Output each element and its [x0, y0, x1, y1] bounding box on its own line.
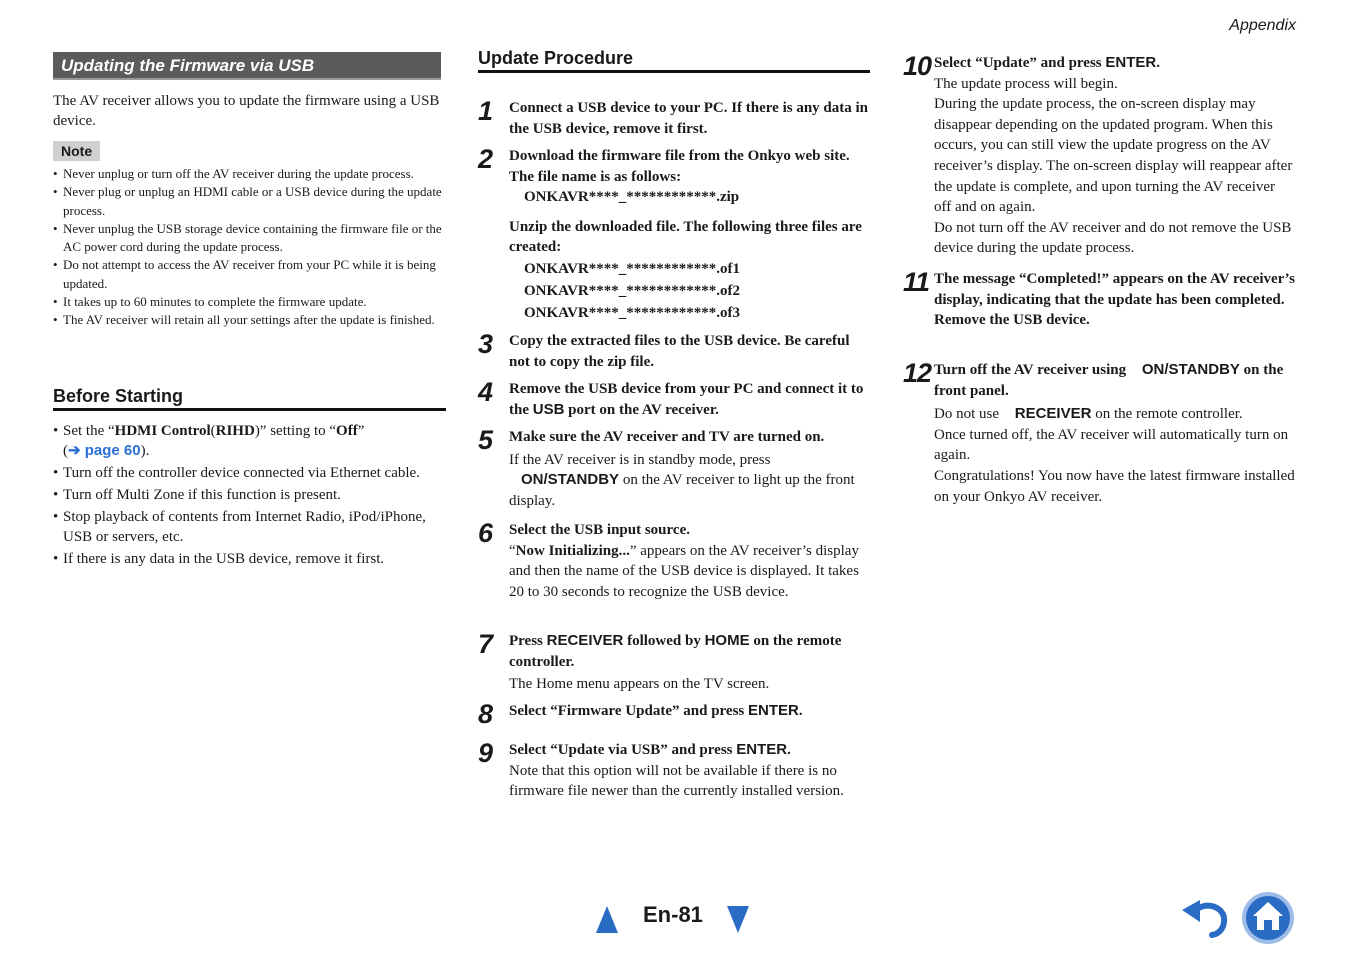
step-text — [509, 450, 870, 512]
step-title — [509, 631, 870, 672]
step-text: Once turned off, the AV receiver will automatically turn on again. — [934, 426, 1289, 464]
text: on the remote controller. — [1091, 406, 1243, 423]
key-label: RECEIVER — [1014, 405, 1092, 423]
step-text: Congratulations! You now have the latest firmware installed on your Onkyo AV receiver. — [934, 467, 1295, 505]
before-starting-list — [53, 421, 446, 571]
step-text: During the update process, the on-screen display may disappear depending on the updated program. When this occurs, you can still view the update progress on the AV receiver’s display. The on-screen display will reappear after the update is complete, and upon turning the AV receiver off and on again. — [934, 96, 1293, 216]
list-item — [53, 421, 446, 461]
key-label: RECEIVER — [546, 632, 624, 649]
step-number: 10 — [903, 51, 932, 81]
page-number: En-81 — [643, 902, 703, 927]
step-number: 4 — [478, 377, 493, 407]
step-text: The Home menu appears on the TV screen. — [509, 676, 770, 693]
step-title: Connect a USB device to your PC. If there is any data in the USB device, remove it first. — [509, 100, 869, 137]
step-3 — [478, 331, 870, 372]
list-item: • Turn off Multi Zone if this function is present. — [53, 485, 446, 505]
step-number: 6 — [478, 518, 493, 548]
step-number: 11 — [903, 267, 930, 297]
text: . — [1156, 55, 1160, 71]
step-title: Download the firmware file from the Onkyo web site. The file name is as follows: — [509, 148, 850, 185]
text: Remove the USB device from your PC and connect it to the — [509, 381, 864, 418]
text: port on the AV receiver. — [564, 401, 719, 418]
step-6 — [478, 520, 870, 602]
text: followed by — [623, 633, 705, 649]
step-8 — [478, 699, 870, 729]
step-9 — [478, 740, 870, 802]
step-number: 7 — [478, 629, 493, 659]
text: Now Initializing... — [515, 542, 630, 559]
step-text: The update process will begin. — [934, 75, 1118, 92]
step-subtitle: Unzip the downloaded file. The following three files are created: — [509, 218, 862, 256]
step-title — [509, 740, 870, 761]
step-title: Make sure the AV receiver and TV are turned on. — [509, 429, 825, 445]
step-10 — [903, 53, 1295, 259]
text: Do not use — [934, 406, 1003, 423]
step-number: 12 — [903, 358, 932, 388]
step-title: The message “Completed!” appears on the AV receiver’s display, indicating that the update has been completed. — [934, 271, 1295, 308]
text: on the remote controller. — [509, 633, 842, 670]
list-item: • If there is any data in the USB device, remove it first. — [53, 549, 446, 569]
file-name: ONKAVR****_************.of2 — [524, 282, 740, 299]
step-4 — [478, 379, 870, 420]
text: . — [787, 742, 791, 758]
step-subtitle: Remove the USB device. — [934, 312, 1090, 329]
note-item: • It takes up to 60 minutes to complete the firmware update. — [53, 293, 446, 311]
arrow-up-icon[interactable] — [596, 906, 618, 933]
step-number: 1 — [478, 96, 493, 126]
text: on the AV receiver to light up the front display. — [509, 472, 855, 509]
step-title — [934, 53, 1295, 74]
back-icon[interactable] — [1180, 896, 1230, 938]
step-number: 9 — [478, 738, 493, 768]
list-item: • Turn off the controller device connected via Ethernet cable. — [53, 463, 446, 483]
page-link[interactable]: ➔ page 60 — [68, 442, 141, 459]
step-number: 3 — [478, 329, 493, 359]
key-label: ENTER — [1105, 54, 1157, 71]
step-2 — [478, 146, 870, 324]
text: Select “Firmware Update” and press — [509, 703, 749, 719]
step-7 — [478, 631, 870, 695]
text: Off — [336, 423, 358, 439]
note-item: • The AV receiver will retain all your settings after the update is finished. — [53, 311, 446, 329]
text: If the AV receiver is in standby mode, press — [509, 451, 771, 468]
text: RIHD — [215, 423, 255, 439]
text: ” appears on the AV receiver’s display and then the name of the USB device is displayed. It takes 20 to 30 seconds to recognize the USB device. — [509, 542, 859, 600]
step-title: Select the USB input source. — [509, 522, 690, 538]
text: Turn off the AV receiver using — [934, 362, 1130, 378]
step-text: Do not turn off the AV receiver and do not remove the USB device during the update process. — [934, 219, 1292, 257]
step-text — [934, 404, 1295, 425]
step-number: 5 — [478, 425, 493, 455]
step-title — [509, 379, 870, 420]
step-11 — [903, 269, 1295, 331]
step-title — [934, 360, 1295, 401]
step-number: 8 — [478, 699, 493, 729]
procedure-heading: Update Procedure — [478, 46, 870, 73]
note-item: • Never unplug the USB storage device containing the firmware file or the AC power cord during the update process. — [53, 220, 446, 257]
step-5 — [478, 427, 870, 511]
text: Press — [509, 633, 547, 649]
section-banner: Updating the Firmware via USB — [53, 52, 441, 80]
key-label: ON/STANDBY — [1141, 361, 1240, 378]
step-1 — [478, 98, 870, 139]
text: . — [798, 703, 803, 719]
file-name: ONKAVR****_************.of1 — [524, 260, 740, 277]
step-title — [509, 701, 870, 722]
key-label: ENTER — [748, 702, 799, 719]
key-label: USB — [532, 400, 565, 418]
arrow-down-icon[interactable] — [727, 906, 749, 933]
intro-text: The AV receiver allows you to update the firmware using a USB device. — [53, 93, 440, 129]
text: Select “Update” and press — [934, 55, 1106, 71]
key-label: ON/STANDBY — [521, 471, 620, 489]
text: on the front panel. — [934, 362, 1284, 399]
file-name: ONKAVR****_************.zip — [524, 189, 740, 206]
text: “ — [509, 542, 516, 559]
key-label: ENTER — [736, 741, 788, 758]
note-item: • Never plug or unplug an HDMI cable or a USB device during the update process. — [53, 183, 446, 220]
text: Select “Update via USB” and press — [509, 742, 737, 758]
file-name: ONKAVR****_************.of3 — [524, 304, 740, 321]
home-icon[interactable] — [1241, 891, 1295, 945]
text: ). — [140, 443, 150, 459]
step-number: 2 — [478, 144, 493, 174]
before-starting-heading: Before Starting — [53, 384, 446, 411]
step-text: Note that this option will not be available if there is no firmware file newer than the currently installed version. — [509, 762, 844, 800]
note-item: • Never unplug or turn off the AV receiver during the update process. — [53, 165, 446, 183]
text: ( — [63, 443, 68, 459]
note-label: Note — [53, 141, 100, 161]
step-title: Copy the extracted files to the USB device. Be careful not to copy the zip file. — [509, 333, 850, 370]
key-label: HOME — [704, 632, 750, 649]
text: )” setting to “ — [254, 423, 337, 439]
note-item: • Do not attempt to access the AV receiver from your PC while it is being updated. — [53, 256, 446, 293]
text: ” — [357, 423, 365, 439]
note-list — [53, 165, 446, 330]
section-label: Appendix — [1229, 17, 1296, 34]
step-12 — [903, 360, 1295, 507]
text: Set the “ — [63, 423, 115, 439]
text: ( — [210, 423, 216, 439]
text: HDMI Control — [114, 423, 211, 439]
step-text — [509, 541, 870, 603]
list-item: • Stop playback of contents from Internet Radio, iPod/iPhone, USB or servers, etc. — [53, 507, 446, 547]
